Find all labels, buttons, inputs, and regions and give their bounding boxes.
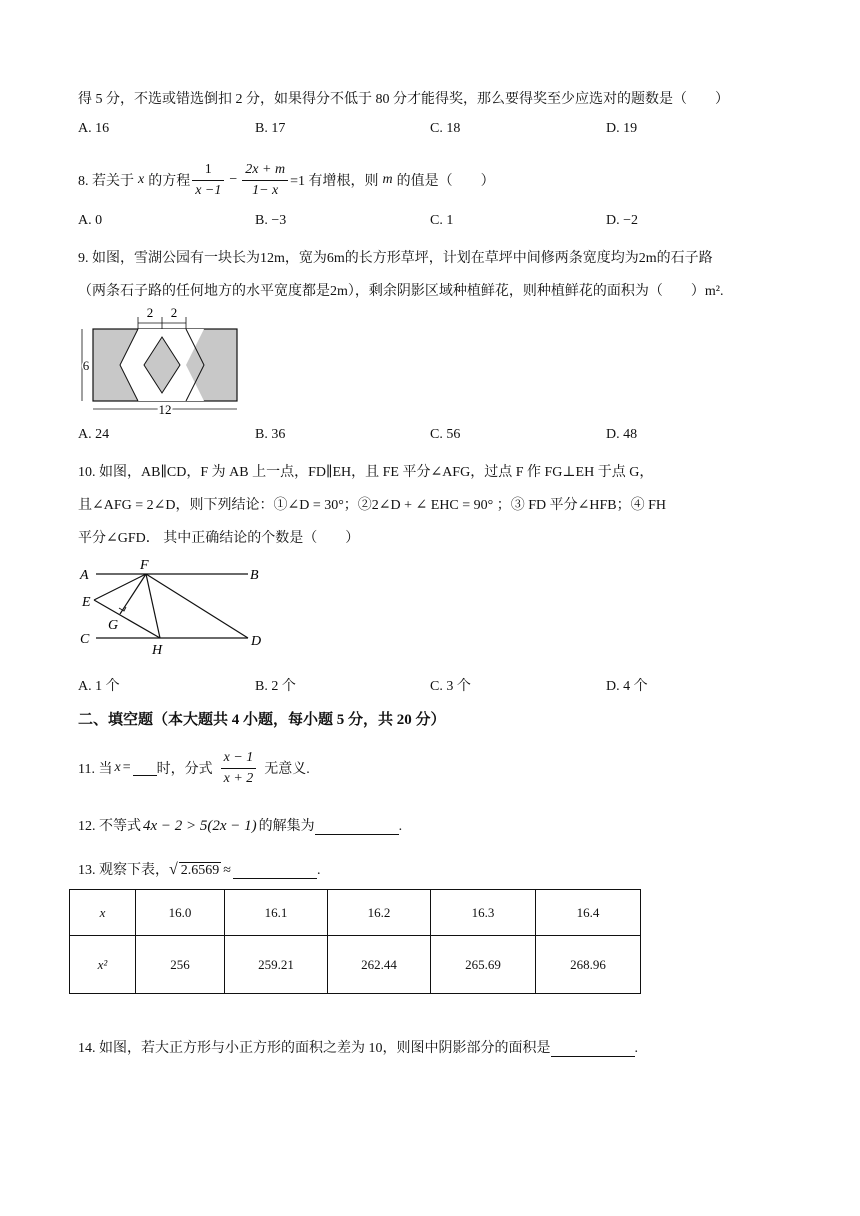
q9-figure <box>76 303 246 418</box>
q11-eq: = <box>122 760 131 775</box>
q13-sqrt-value: 2.6569 <box>180 863 220 878</box>
table-cell: 256 <box>136 936 225 994</box>
q13-answer-blank[interactable] <box>233 864 317 879</box>
q11-frac-num: x − 1 <box>221 748 257 769</box>
q14-end: . <box>634 1041 638 1056</box>
q10-label-f: F <box>140 558 149 573</box>
q11-suffix: 无意义. <box>264 762 310 777</box>
q11-var: x <box>114 760 121 775</box>
table-cell: 16.3 <box>431 890 536 936</box>
table-cell: 16.0 <box>136 890 225 936</box>
q10-label-a: A <box>80 568 89 583</box>
q9-label-top-left: 2 <box>146 305 154 320</box>
q8-fraction-2 <box>242 160 288 201</box>
q10-line-eh <box>94 600 160 638</box>
q11-answer-blank[interactable] <box>133 761 157 776</box>
table-cell: 268.96 <box>536 936 641 994</box>
q7-option-a[interactable]: A. 16 <box>78 121 110 136</box>
q10-label-g: G <box>108 618 119 633</box>
q8-option-d[interactable]: D. −2 <box>606 213 639 228</box>
q8-option-a[interactable]: A. 0 <box>78 213 103 228</box>
q8-var-m: m <box>382 172 393 187</box>
q13-end: . <box>316 863 321 878</box>
q9-label-left: 6 <box>82 358 90 373</box>
q12-suffix: 的解集为 <box>258 819 315 834</box>
q11-frac-den: x + 2 <box>223 770 254 786</box>
q8-frac1-den: x −1 <box>195 182 222 198</box>
q10-label-b: B <box>250 568 259 583</box>
q9-option-d[interactable]: D. 48 <box>606 427 638 442</box>
q9-line-2: （两条石子路的任何地方的水平宽度都是2m），剩余阴影区域种植鲜花，则种植鲜花的面积为（ ）m². <box>78 284 724 299</box>
q10-line-fh <box>146 574 160 638</box>
q10-line-fd <box>146 574 248 638</box>
q9-label-top-right: 2 <box>170 305 178 320</box>
q8-suffix: 的值是（ ） <box>396 174 495 189</box>
q14-answer-blank[interactable] <box>551 1042 635 1057</box>
q8-option-c[interactable]: C. 1 <box>430 213 454 228</box>
q9-option-a[interactable]: A. 24 <box>78 427 110 442</box>
q8-minus: − <box>229 172 238 187</box>
q10-line-1: 10. 如图，AB∥CD，F 为 AB 上一点，FD∥EH，且 FE 平分∠AFG，过点 F 作 FG⊥EH 于点 G， <box>78 465 654 480</box>
table-row <box>70 890 641 936</box>
q14-text: 14. 如图，若大正方形与小正方形的面积之差为 10，则图中阴影部分的面积是 <box>78 1041 551 1056</box>
q10-option-d[interactable]: D. 4 个 <box>606 679 648 694</box>
q8-eq: =1 有增根，则 <box>290 174 379 189</box>
q10-line-2: 且∠AFG = 2∠D，则下列结论：①∠D = 30°；②2∠D + ∠ EHC = 90° ；③ FD 平分∠HFB；④ FH <box>78 498 667 513</box>
q7-option-b[interactable]: B. 17 <box>255 121 286 136</box>
q7-text: 得 5 分，不选或错选倒扣 2 分，如果得分不低于 80 分才能得奖，那么要得奖至少应选对的题数是（ ） <box>78 92 729 107</box>
q10-option-b[interactable]: B. 2 个 <box>255 679 296 694</box>
q12-stem <box>78 815 402 835</box>
q14-stem <box>78 1037 638 1057</box>
q12-prefix: 12. 不等式 <box>78 819 141 834</box>
q13-stem <box>78 859 320 879</box>
q8-fraction-1 <box>192 160 224 201</box>
table-cell: 16.1 <box>225 890 328 936</box>
q11-fraction <box>221 748 257 789</box>
table-row <box>70 936 641 994</box>
q9-option-c[interactable]: C. 56 <box>430 427 461 442</box>
q10-option-c[interactable]: C. 3 个 <box>430 679 471 694</box>
table-cell: 262.44 <box>328 936 431 994</box>
q10-line-3: 平分∠GFD． 其中正确结论的个数是（ ） <box>78 531 360 546</box>
section-2-title: 二、填空题（本大题共 4 小题，每小题 5 分，共 20 分） <box>78 712 446 728</box>
q9-label-bottom: 12 <box>158 402 172 417</box>
q8-prefix: 8. 若关于 <box>78 174 134 189</box>
sqrt-icon: √ <box>169 861 178 878</box>
q12-answer-blank[interactable] <box>315 820 399 835</box>
table-cell: 16.2 <box>328 890 431 936</box>
q10-label-e: E <box>82 595 91 610</box>
table-cell: 265.69 <box>431 936 536 994</box>
q8-var-x: x <box>138 172 145 187</box>
q8-frac1-num: 1 <box>192 160 224 181</box>
q11-prefix: 11. 当 <box>78 762 113 777</box>
q7-option-c[interactable]: C. 18 <box>430 121 461 136</box>
q10-option-a[interactable]: A. 1 个 <box>78 679 120 694</box>
q11-mid: 时，分式 <box>156 762 213 777</box>
q8-stem <box>78 157 495 203</box>
table-row-label-x2: x² <box>70 936 136 994</box>
table-cell: 259.21 <box>225 936 328 994</box>
q11-stem <box>78 745 310 791</box>
q10-figure <box>76 556 276 658</box>
q12-expr: 4x − 2 > 5(2x − 1) <box>143 818 257 834</box>
q12-end: . <box>398 819 403 834</box>
q9-line-1: 9. 如图，雪湖公园有一块长为12m，宽为6m的长方形草坪，计划在草坪中间修两条宽度均为2m的石子路 <box>78 251 713 266</box>
q13-approx: ≈ <box>223 863 231 878</box>
table-row-label-x: x <box>70 890 136 936</box>
q8-frac2-num: 2x + m <box>242 160 288 181</box>
q8-mid: 的方程 <box>148 174 191 189</box>
q8-option-b[interactable]: B. −3 <box>255 213 287 228</box>
q8-frac2-den: 1− x <box>252 182 279 198</box>
q10-label-d: D <box>251 634 262 649</box>
q10-right-angle-mark <box>119 607 126 611</box>
q10-label-h: H <box>152 643 163 658</box>
q13-square-table <box>69 889 641 994</box>
q9-option-b[interactable]: B. 36 <box>255 427 286 442</box>
q7-option-d[interactable]: D. 19 <box>606 121 638 136</box>
table-cell: 16.4 <box>536 890 641 936</box>
q13-prefix: 13. 观察下表， <box>78 863 169 878</box>
q10-label-c: C <box>80 632 90 647</box>
